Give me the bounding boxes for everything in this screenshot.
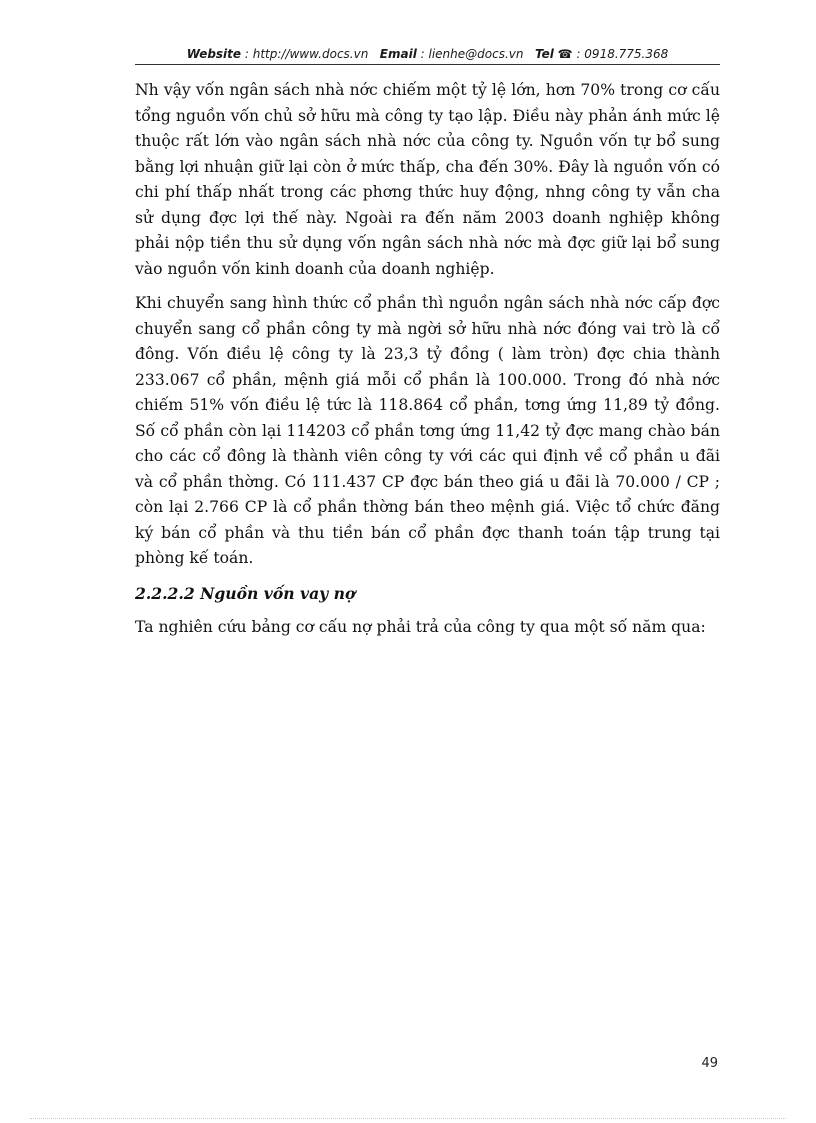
email-value: : lienhe@docs.vn xyxy=(420,47,524,61)
paragraph-2: Khi chuyển sang hình thức cổ phần thì nguồn ngân sách nhà nớc cấp đợc chuyển sang cổ phần công ty mà ngời sở hữu nhà nớc đóng vai trò là cổ đông. Vốn điều lệ công ty là 23,3 tỷ đồng ( làm tròn) đợc chia thành 233.067 cổ phần, mệnh giá mỗi cổ phần là 100.000. Trong đó nhà nớc chiếm 51% vốn điều lệ tức là 118.864 cổ phần, tơng ứng 11,89 tỷ đồng. Số cổ phần còn lại 114203 cổ phần tơng ứng 11,42 tỷ đợc mang chào bán cho các cổ đông là thành viên công ty với các qui định về cổ phần u đãi và cổ phần thờng. Có 111.437 CP đợc bán theo giá u đãi là 70.000 / CP ; còn lại 2.766 CP là cổ phần thờng bán theo mệnh giá. Việc tổ chức đăng ký bán cổ phần và thu tiền bán cổ phần đợc thanh toán tập trung tại phòng kế toán. xyxy=(135,294,720,567)
tel-label: Tel xyxy=(534,47,554,61)
tel-value: : 0918.775.368 xyxy=(576,47,669,61)
bottom-divider xyxy=(30,1118,786,1119)
closing-paragraph: Ta nghiên cứu bảng cơ cấu nợ phải trả của công ty qua một số năm qua: xyxy=(135,618,706,636)
section-heading: 2.2.2.2 Nguồn vốn vay nợ xyxy=(135,583,356,603)
paragraph-1: Nh vậy vốn ngân sách nhà nớc chiếm một tỷ lệ lớn, hơn 70% trong cơ cấu tổng nguồn vốn chủ sở hữu mà công ty tạo lập. Điều này phản ánh mức lệ thuộc rất lớn vào ngân sách nhà nớc của công ty. Nguồn vốn tự bổ sung bằng lợi nhuận giữ lại còn ở mức thấp, cha đến 30%. Đây là nguồn vốn có chi phí thấp nhất trong các phơng thức huy động, nhng công ty vẫn cha sử dụng đợc lợi thế này. Ngoài ra đến năm 2003 doanh nghiệp không phải nộp tiền thu sử dụng vốn ngân sách nhà nớc mà đợc giữ lại bổ sung vào nguồn vốn kinh doanh của doanh nghiệp. xyxy=(135,81,720,278)
page-number: 49 xyxy=(701,1056,718,1071)
phone-icon: ☎ xyxy=(557,47,573,61)
email-label: Email xyxy=(379,47,417,61)
website-value: : http://www.docs.vn xyxy=(244,47,369,61)
document-body xyxy=(135,78,720,650)
website-label: Website xyxy=(186,47,242,61)
page-header xyxy=(135,47,720,65)
